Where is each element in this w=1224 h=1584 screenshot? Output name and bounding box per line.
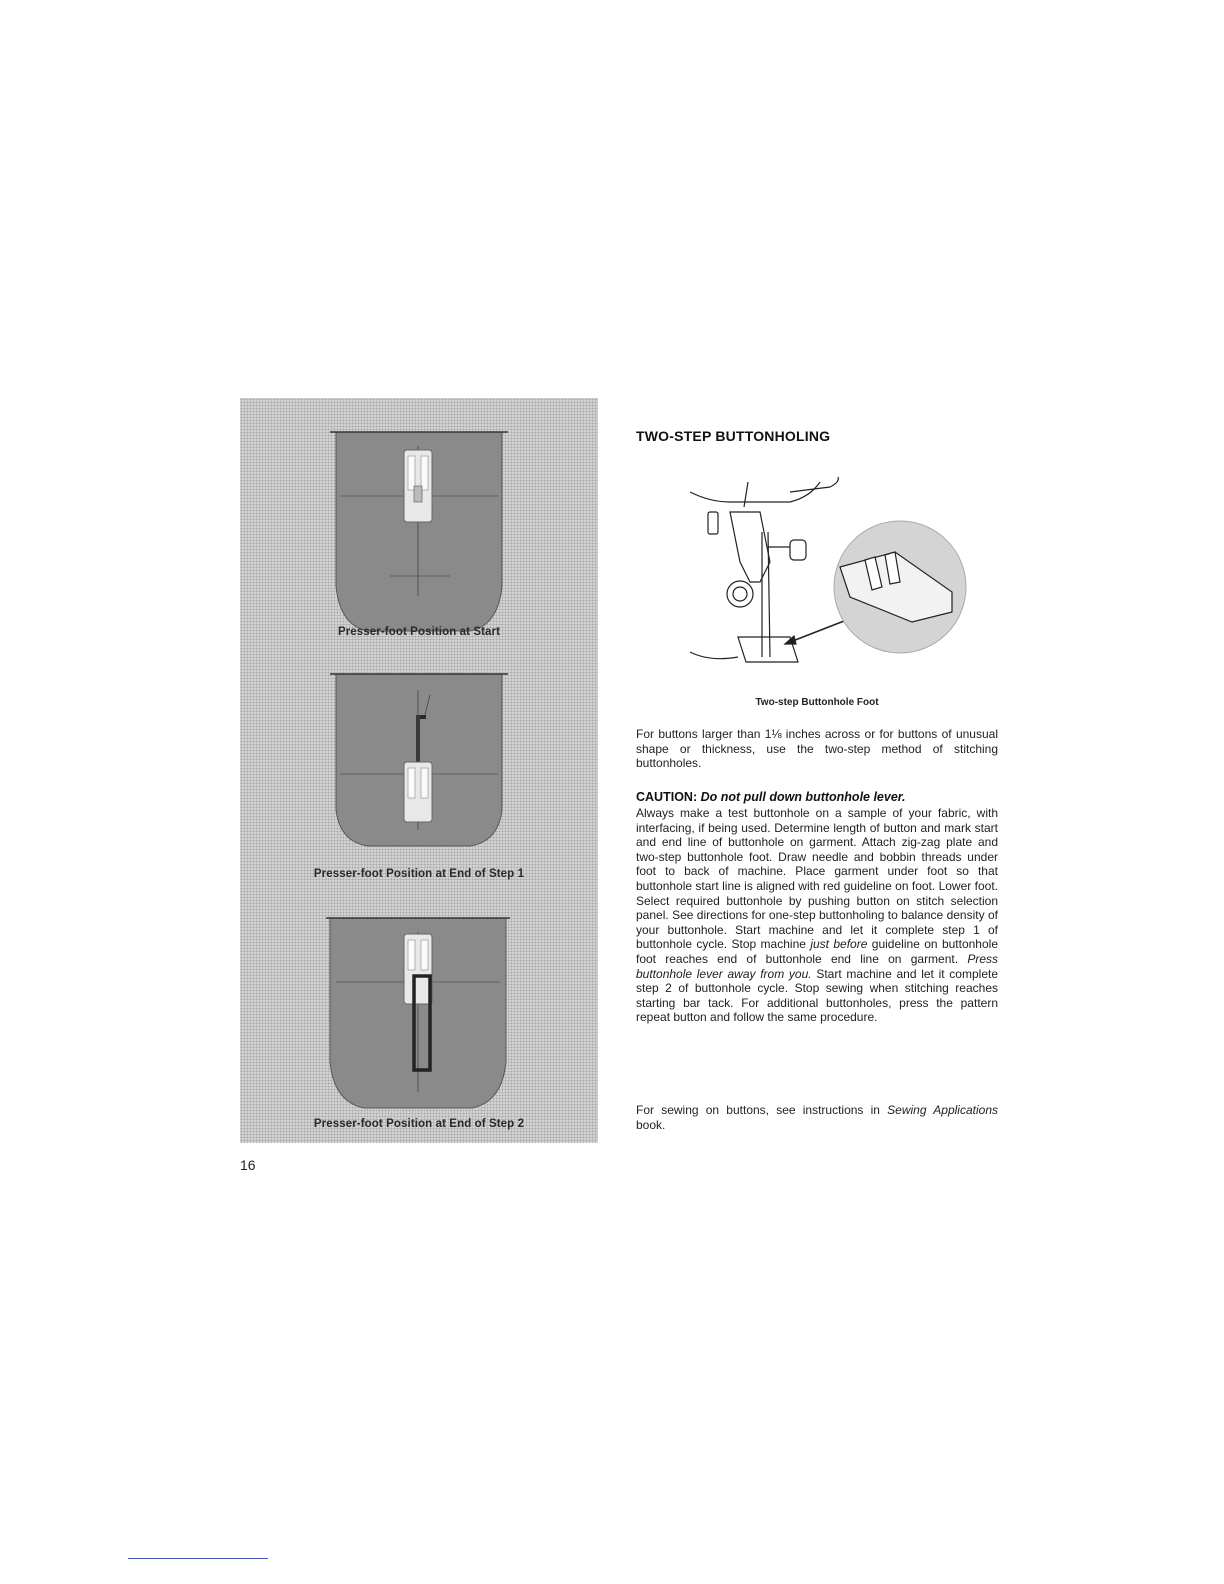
instructions-text-c: guideline on buttonhole foot reaches end of buttonhole end line on garment.: [636, 937, 998, 966]
page-number: 16: [240, 1157, 256, 1173]
presser-foot-step2-illustration: [240, 912, 598, 1122]
caution-line: [636, 790, 905, 804]
closing-paragraph: [636, 1103, 998, 1132]
figure-step2: [240, 912, 598, 1160]
buttonhole-foot-illustration: [690, 472, 980, 672]
intro-paragraph: For buttons larger than 1⅛ inches across or for buttons of unusual shape or thickness, use the two-step method of stitching buttonholes.: [636, 727, 998, 771]
figure-start: [240, 426, 598, 674]
presser-foot-start-illustration: [240, 426, 598, 646]
instructions-emphasis-press-lever: Press buttonhole lever away from you.: [636, 951, 998, 981]
figure-caption-step1: Presser-foot Position at End of Step 1: [313, 868, 525, 880]
instructions-emphasis-just-before: just before: [810, 937, 868, 952]
instructions-text-e: Start machine and let it complete step 2 of buttonhole cycle. Stop sewing when stitching reaches starting bar tack. For additional buttonholes, press the pattern repeat button and follow the same procedure.: [636, 966, 999, 1025]
closing-book-title: Sewing Applications: [887, 1103, 998, 1117]
figure-caption-step2: Presser-foot Position at End of Step 2: [313, 1118, 525, 1130]
illustration-panel: [240, 398, 598, 1143]
footer-rule: [128, 1558, 268, 1559]
instructions-paragraph: [636, 806, 998, 1025]
figure-caption-start: Presser-foot Position at Start: [337, 626, 501, 638]
figure-caption-foot: Two-step Buttonhole Foot: [755, 697, 879, 708]
caution-label: CAUTION:: [636, 790, 698, 804]
caution-text: Do not pull down buttonhole lever.: [700, 790, 906, 804]
section-title: TWO-STEP BUTTONHOLING: [636, 428, 831, 444]
closing-text-c: book.: [636, 1117, 666, 1132]
figure-step1: [240, 670, 598, 918]
closing-text-a: For sewing on buttons, see instructions in: [636, 1103, 888, 1117]
presser-foot-step1-illustration: [240, 670, 598, 870]
instructions-text-a: Always make a test buttonhole on a sample of your fabric, with interfacing, if being used. Determine length of button and mark start and end line of buttonhole on garment. Attach zig-zag plate and two-step buttonhole foot. Draw needle and bobbin threads under foot to back of machine. Place garment under foot so that buttonhole start line is aligned with red guideline on foot. Lower foot. Select required buttonhole by pushing button on stitch selection panel. See directions for one-step buttonholing to balance density of your buttonhole. Start machine and let it complete step 1 of buttonhole cycle. Stop machine: [636, 806, 998, 952]
